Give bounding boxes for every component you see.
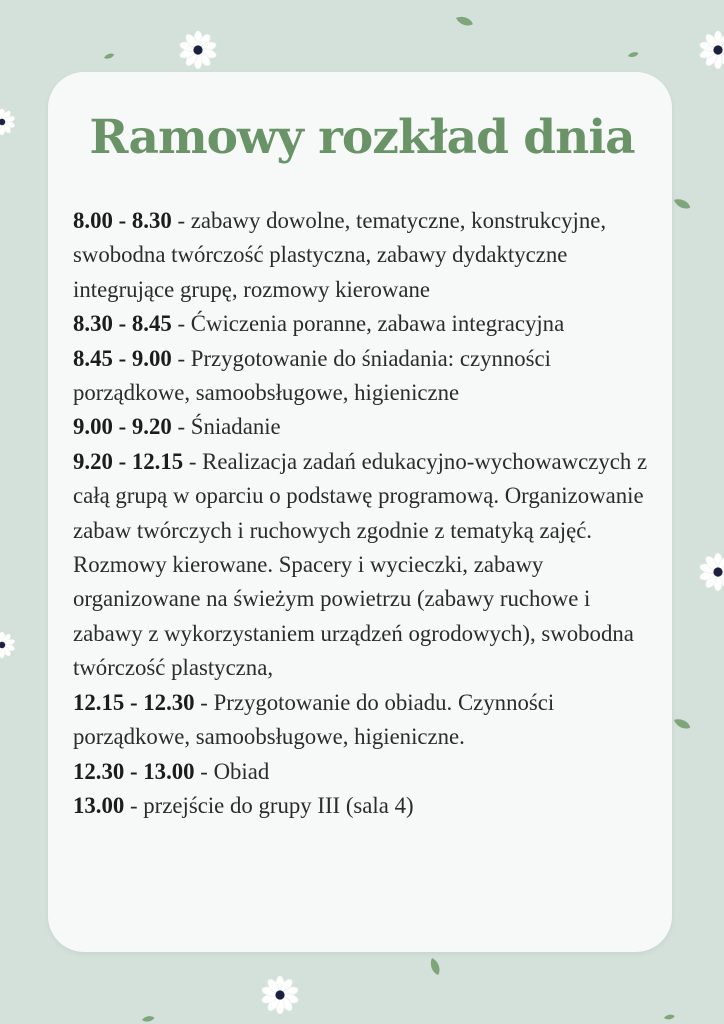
daisy-icon: [0, 632, 16, 659]
daisy-icon: [261, 976, 300, 1014]
leaf-icon: [142, 1015, 155, 1022]
entry-time: 13.00: [73, 792, 125, 818]
leaf-icon: [672, 717, 691, 731]
schedule-entry: [73, 342, 665, 411]
entry-text: - Przygotowanie do śniadania: czynności porządkowe, samoobsługowe, higieniczne: [73, 345, 551, 406]
leaf-icon: [664, 1014, 675, 1020]
schedule-entry: [73, 789, 665, 823]
entry-time: 8.45 - 9.00: [73, 345, 172, 371]
leaf-icon: [672, 197, 691, 211]
schedule-entry: [73, 755, 665, 789]
leaf-icon: [627, 51, 639, 58]
schedule-entry: [73, 307, 665, 341]
schedule-entry: [73, 445, 665, 686]
schedule-entry: [73, 204, 665, 307]
entry-time: 8.00 - 8.30: [73, 208, 172, 233]
entry-text: - zabawy dowolne, tematyczne, konstrukcyjne, swobodna twórczość plastyczna, zabawy dydaktyczne integrujące grupę, rozmowy kierowane: [73, 208, 607, 302]
daisy-icon: [179, 31, 218, 69]
entry-text: - Realizacja zadań edukacyjno-wychowawczych z całą grupą w oparciu o podstawę programową. Organizowanie zabaw twórczych i ruchowych zgodnie z tematyką zajęć. Rozmowy kierowane. Spacery i wycieczki, zabawy organizowane na świeżym powietrzu (zabawy ruchowe i zabawy z wykorzystaniem urządzeń ogrodowych), swobodna twórczość plastyczna,: [73, 448, 648, 681]
entry-text: - przejście do grupy III (sala 4): [124, 792, 414, 818]
entry-text: - Obiad: [194, 758, 270, 784]
entry-time: 8.30 - 8.45: [73, 311, 172, 337]
entry-text: - Ćwiczenia poranne, zabawa integracyjna: [171, 311, 565, 337]
schedule-list: [73, 204, 665, 823]
entry-time: 9.20 - 12.15: [73, 448, 184, 474]
entry-time: 12.30 - 13.00: [73, 758, 195, 784]
entry-time: 9.00 - 9.20: [73, 414, 172, 440]
leaf-icon: [455, 14, 474, 27]
schedule-entry: [73, 410, 665, 444]
entry-text: - Przygotowanie do obiadu. Czynności porządkowe, samoobsługowe, higieniczne.: [73, 689, 555, 750]
entry-text: - Śniadanie: [171, 414, 281, 440]
schedule-entry: [73, 686, 665, 755]
leaf-icon: [428, 957, 441, 976]
leaf-icon: [103, 52, 115, 60]
daisy-icon: [699, 31, 724, 69]
daisy-icon: [699, 553, 724, 591]
entry-time: 12.15 - 12.30: [73, 689, 195, 715]
page-title: Ramowy rozkład dnia: [89, 110, 635, 165]
